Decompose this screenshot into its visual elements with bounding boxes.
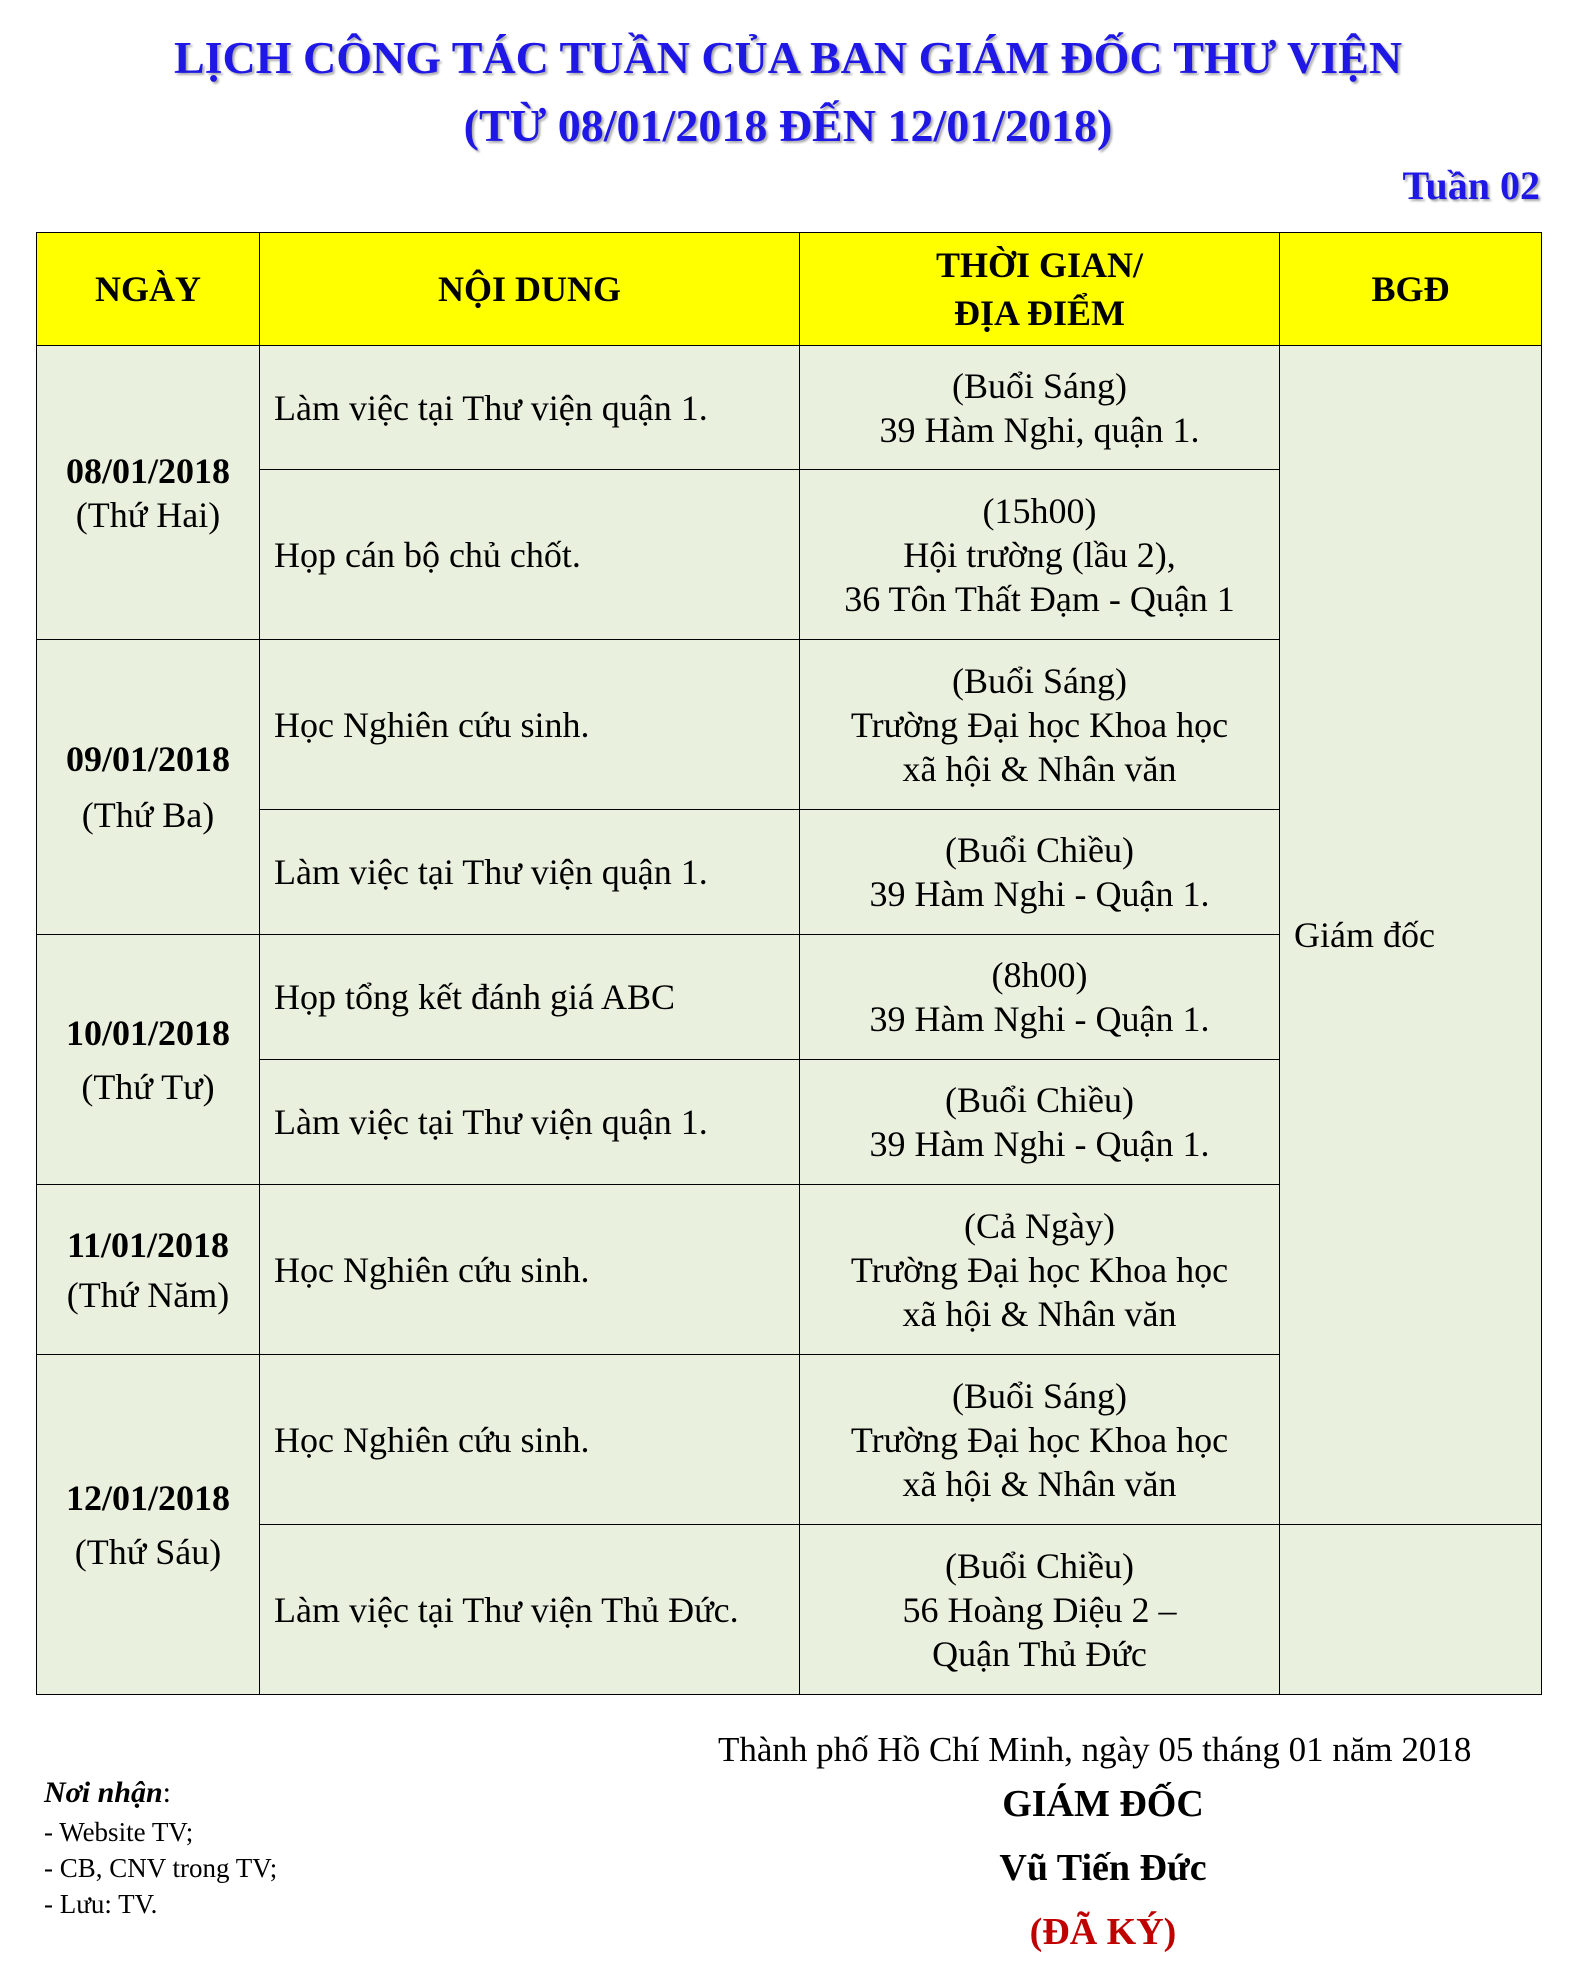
place-line: xã hội & Nhân văn: [902, 1463, 1177, 1504]
recipient-item: - CB, CNV trong TV;: [44, 1853, 278, 1883]
signed-mark: (ĐÃ KÝ): [1029, 1911, 1177, 1953]
place-line: 39 Hàm Nghi - Quận 1.: [869, 999, 1210, 1039]
place-line: Trường Đại học Khoa học: [850, 1249, 1229, 1290]
page-title: LỊCH CÔNG TÁC TUẦN CỦA BAN GIÁM ĐỐC THƯ VIỆN: [173, 32, 1403, 83]
time-line: (8h00): [991, 955, 1088, 995]
recipients-heading: [44, 1776, 277, 1810]
time-line: (Cả Ngày): [964, 1205, 1115, 1246]
place-line: Quận Thủ Đức: [932, 1633, 1147, 1674]
place-line: 39 Hàm Nghi - Quận 1.: [869, 1124, 1210, 1164]
place-line: xã hội & Nhân văn: [902, 748, 1177, 789]
time-line: (Buổi Chiều): [945, 1545, 1134, 1586]
date: 09/01/2018: [65, 739, 230, 779]
place-line: 39 Hàm Nghi - Quận 1.: [869, 874, 1210, 914]
recipient-item: - Website TV;: [44, 1817, 194, 1847]
time-place-cell: [800, 1185, 1280, 1355]
column-header-bgd: BGĐ: [1280, 233, 1542, 346]
time-place-cell: [800, 1355, 1280, 1525]
time-place-cell: [800, 1060, 1280, 1185]
time-line: (Buổi Chiều): [945, 830, 1134, 870]
table-row: [37, 1525, 1542, 1695]
column-header-time-place: [800, 233, 1280, 346]
recipients-colon: :: [162, 1776, 171, 1809]
place-and-date: Thành phố Hồ Chí Minh, ngày 05 tháng 01 năm 2018: [718, 1730, 1472, 1769]
date-cell: [37, 1355, 260, 1695]
column-header-place: ĐỊA ĐIỂM: [953, 293, 1126, 333]
date-cell: [37, 640, 260, 935]
place-line: 56 Hoàng Diệu 2 –: [902, 1589, 1177, 1630]
signer-name: Vũ Tiến Đức: [999, 1847, 1207, 1889]
place-line: 36 Tôn Thất Đạm - Quận 1: [844, 578, 1235, 619]
content-cell: Làm việc tại Thư viện quận 1.: [260, 346, 800, 470]
date-cell: [37, 1185, 260, 1355]
time-line: (Buổi Sáng): [952, 365, 1127, 406]
date: 10/01/2018: [65, 1012, 230, 1053]
recipients-block: [44, 1776, 277, 1922]
time-line: (Buổi Chiều): [945, 1080, 1134, 1120]
content-cell: Học Nghiên cứu sinh.: [260, 1355, 800, 1525]
weekday: (Thứ Tư): [81, 1066, 215, 1107]
signer-position: GIÁM ĐỐC: [1002, 1783, 1204, 1825]
time-place-cell: [800, 346, 1280, 470]
date: 08/01/2018: [65, 450, 230, 491]
weekday: (Thứ Hai): [75, 494, 221, 535]
page-subtitle-date-range: (TỪ 08/01/2018 ĐẾN 12/01/2018): [463, 100, 1113, 151]
place-line: Hội trường (lầu 2),: [903, 534, 1176, 575]
place-line: 39 Hàm Nghi, quận 1.: [879, 409, 1200, 450]
date-cell: [37, 346, 260, 640]
content-cell: Làm việc tại Thư viện Thủ Đức.: [260, 1525, 800, 1695]
time-line: (15h00): [982, 490, 1097, 531]
recipients-label: Nơi nhận: [44, 1776, 163, 1809]
content-cell: Họp cán bộ chủ chốt.: [260, 470, 800, 640]
content-cell: Làm việc tại Thư viện quận 1.: [260, 1060, 800, 1185]
column-header-day: NGÀY: [37, 233, 260, 346]
time-line: (Buổi Sáng): [952, 1375, 1127, 1416]
time-place-cell: [800, 935, 1280, 1060]
date: 12/01/2018: [65, 1477, 230, 1518]
time-place-cell: [800, 1525, 1280, 1695]
schedule-table: [36, 232, 1542, 1695]
weekday: (Thứ Ba): [81, 795, 215, 835]
table-header-row: [37, 233, 1542, 346]
weekday: (Thứ Sáu): [74, 1531, 222, 1572]
date: 11/01/2018: [66, 1224, 230, 1265]
column-header-content: NỘI DUNG: [260, 233, 800, 346]
place-line: Trường Đại học Khoa học: [850, 1419, 1229, 1460]
weekday: (Thứ Năm): [66, 1274, 230, 1315]
recipient-item: - Lưu: TV.: [44, 1889, 158, 1919]
content-cell: Học Nghiên cứu sinh.: [260, 640, 800, 810]
column-header-time: THỜI GIAN/: [935, 245, 1144, 285]
bgd-cell-empty: [1280, 1525, 1542, 1695]
place-line: Trường Đại học Khoa học: [850, 704, 1229, 745]
content-cell: Làm việc tại Thư viện quận 1.: [260, 810, 800, 935]
date-cell: [37, 935, 260, 1185]
content-cell: Họp tổng kết đánh giá ABC: [260, 935, 800, 1060]
week-number: Tuần 02: [1402, 163, 1540, 208]
bgd-cell: Giám đốc: [1280, 346, 1542, 1525]
time-line: (Buổi Sáng): [952, 660, 1127, 701]
time-place-cell: [800, 810, 1280, 935]
place-line: xã hội & Nhân văn: [902, 1293, 1177, 1334]
time-place-cell: [800, 470, 1280, 640]
content-cell: Học Nghiên cứu sinh.: [260, 1185, 800, 1355]
table-row: [37, 346, 1542, 470]
time-place-cell: [800, 640, 1280, 810]
